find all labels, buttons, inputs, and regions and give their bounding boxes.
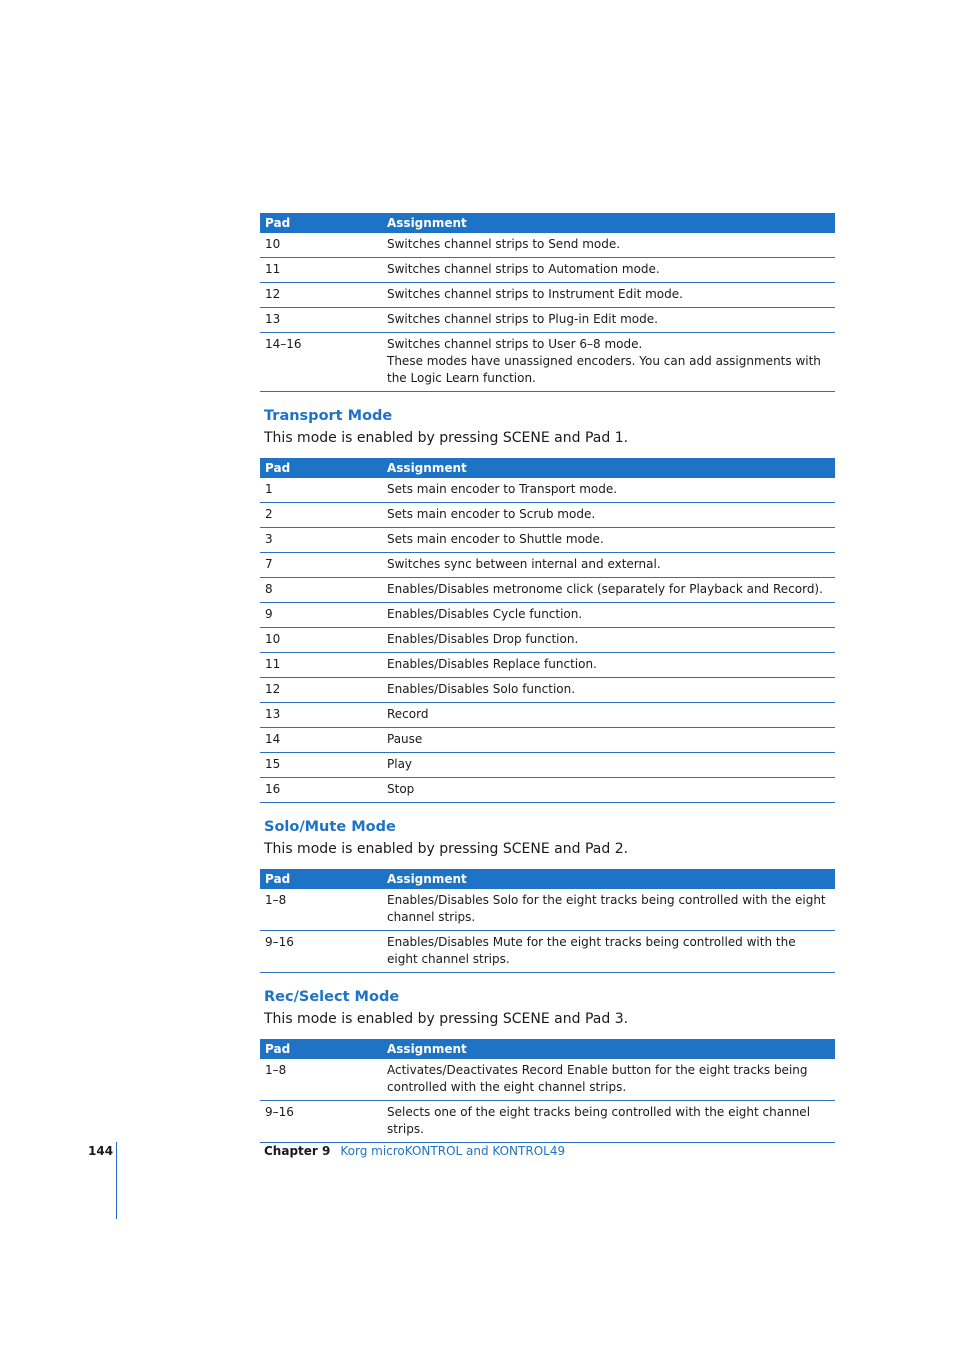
pad-cell: 16 [260,778,382,803]
assignment-cell: Switches channel strips to Send mode. [382,233,835,258]
pad-cell: 11 [260,258,382,283]
solo-mute-mode-intro: This mode is enabled by pressing SCENE and Pad 2. [264,841,629,857]
pad-cell: 12 [260,678,382,703]
assignment-cell: Switches channel strips to Instrument Edit mode. [382,283,835,308]
assignment-cell: Switches channel strips to Plug-in Edit mode. [382,308,835,333]
pad-cell: 14–16 [260,333,382,392]
table-header-row [260,1039,835,1059]
rec-select-mode-heading: Rec/Select Mode [264,989,400,1005]
assignment-cell: Selects one of the eight tracks being controlled with the eight channel strips. [382,1101,835,1143]
assignment-cell: Enables/Disables Mute for the eight tracks being controlled with the eight channel strips. [382,931,835,973]
table-row [260,628,835,653]
chapter-label: Chapter 9 [264,1144,331,1158]
table-row [260,578,835,603]
assignment-cell: Activates/Deactivates Record Enable button for the eight tracks being controlled with the eight channel strips. [382,1059,835,1101]
page-number: 144 [88,1144,114,1158]
pad-cell: 11 [260,653,382,678]
pad-cell: 10 [260,628,382,653]
pad-cell: 1–8 [260,889,382,931]
table-header-row [260,213,835,233]
header-assignment: Assignment [382,869,835,889]
table-transport-mode [260,458,835,803]
table-row [260,283,835,308]
pad-cell: 8 [260,578,382,603]
assignment-cell: Sets main encoder to Shuttle mode. [382,528,835,553]
assignment-cell: Enables/Disables metronome click (separately for Playback and Record). [382,578,835,603]
table-row [260,1059,835,1101]
table-rec-select-mode [260,1039,835,1143]
rec-select-mode-intro: This mode is enabled by pressing SCENE and Pad 3. [264,1011,629,1027]
assignment-cell: Enables/Disables Solo function. [382,678,835,703]
assignment-cell: Record [382,703,835,728]
table-row [260,503,835,528]
assignment-cell: Switches channel strips to User 6–8 mode. These modes have unassigned encoders. You can add assignments with the Logic Learn function. [382,333,835,392]
assignment-cell: Enables/Disables Cycle function. [382,603,835,628]
pad-cell: 10 [260,233,382,258]
pad-cell: 1–8 [260,1059,382,1101]
solo-mute-mode-heading: Solo/Mute Mode [264,819,396,835]
table-row [260,603,835,628]
table-solo-mute-mode [260,869,835,973]
assignment-cell: Sets main encoder to Scrub mode. [382,503,835,528]
table-row [260,233,835,258]
table-header-row [260,458,835,478]
assignment-cell: Enables/Disables Replace function. [382,653,835,678]
header-assignment: Assignment [382,1039,835,1059]
table-row [260,703,835,728]
transport-mode-heading: Transport Mode [264,408,393,424]
assignment-cell: Enables/Disables Drop function. [382,628,835,653]
table-row [260,753,835,778]
chapter-footer [264,1144,565,1158]
header-assignment: Assignment [382,458,835,478]
pad-cell: 9–16 [260,931,382,973]
table-modes-continued [260,213,835,392]
table-row [260,553,835,578]
footer-divider [116,1142,117,1219]
assignment-cell: Switches channel strips to Automation mode. [382,258,835,283]
pad-cell: 12 [260,283,382,308]
pad-cell: 1 [260,478,382,503]
table-row [260,653,835,678]
header-pad: Pad [260,458,382,478]
table-header-row [260,869,835,889]
table-row [260,333,835,392]
pad-cell: 3 [260,528,382,553]
table-row [260,1101,835,1143]
table-row [260,678,835,703]
table-row [260,778,835,803]
chapter-title: Korg microKONTROL and KONTROL49 [340,1144,566,1158]
transport-mode-intro: This mode is enabled by pressing SCENE and Pad 1. [264,430,629,446]
table-row [260,931,835,973]
header-pad: Pad [260,869,382,889]
table-row [260,728,835,753]
pad-cell: 9 [260,603,382,628]
header-pad: Pad [260,1039,382,1059]
table-row [260,308,835,333]
page-content [260,213,835,1143]
pad-cell: 15 [260,753,382,778]
table-row [260,478,835,503]
table-row [260,889,835,931]
table-row [260,258,835,283]
pad-cell: 2 [260,503,382,528]
pad-cell: 13 [260,703,382,728]
assignment-cell: Sets main encoder to Transport mode. [382,478,835,503]
header-pad: Pad [260,213,382,233]
assignment-cell: Pause [382,728,835,753]
assignment-cell: Stop [382,778,835,803]
pad-cell: 13 [260,308,382,333]
table-row [260,528,835,553]
assignment-cell: Play [382,753,835,778]
pad-cell: 14 [260,728,382,753]
header-assignment: Assignment [382,213,835,233]
assignment-cell: Enables/Disables Solo for the eight tracks being controlled with the eight channel strips. [382,889,835,931]
assignment-cell: Switches sync between internal and external. [382,553,835,578]
pad-cell: 9–16 [260,1101,382,1143]
pad-cell: 7 [260,553,382,578]
